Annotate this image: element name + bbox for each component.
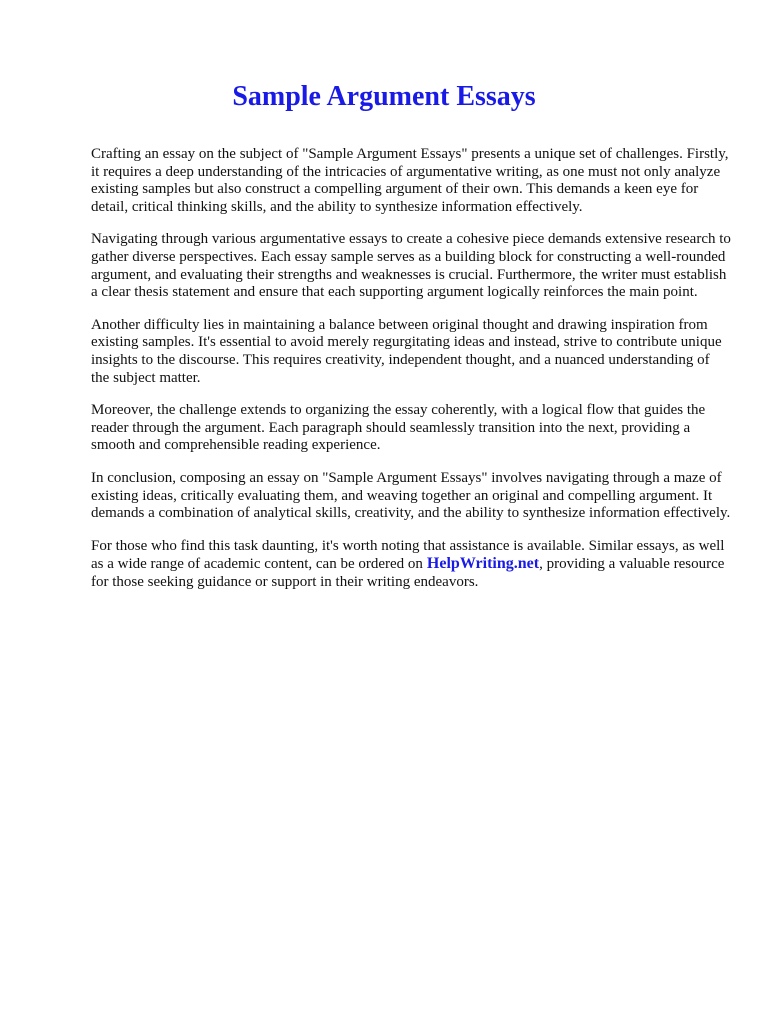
assistance-text-before-link: For those who find this task daunting, it's worth noting that assistance is available. Similar essays, as well as a wide range of academic content, can be ordered on: [91, 537, 725, 573]
paragraph-intro: Crafting an essay on the subject of "Sample Argument Essays" presents a unique set of challenges. Firstly, it requires a deep understanding of the intricacies of argumentative writing, as one must not only analyze existing samples but also construct a compelling argument of their own. This demands a keen eye for detail, critical thinking skills, and the ability to synthesize information effectively.: [91, 146, 729, 215]
essay-body: [91, 146, 731, 606]
paragraph-organization: Moreover, the challenge extends to organizing the essay coherently, with a logical flow that guides the reader through the argument. Each paragraph should seamlessly transition into the next, providing a smooth and comprehensible reading experience.: [91, 402, 706, 454]
helpwriting-link[interactable]: HelpWriting.net: [426, 555, 540, 573]
paragraph-research: Navigating through various argumentative essays to create a cohesive piece demands extensive research to gather diverse perspectives. Each essay sample serves as a building block for constructing a well-rounded argument, and evaluating their strengths and weaknesses is crucial. Furthermore, the writer must establish a clear thesis statement and ensure that each supporting argument logically reinforces the main point.: [91, 231, 731, 301]
paragraph-conclusion: In conclusion, composing an essay on "Sample Argument Essays" involves navigating through a maze of existing ideas, critically evaluating them, and weaving together an original and compelling argument. It demands a combination of analytical skills, creativity, and the ability to synthesize information effectively.: [91, 469, 731, 522]
page-title: Sample Argument Essays: [232, 81, 536, 112]
assistance-text-after-link: , providing a valuable resource for those seeking guidance or support in their writing endeavors.: [91, 556, 725, 590]
paragraph-originality: Another difficulty lies in maintaining a balance between original thought and drawing inspiration from existing samples. It's essential to avoid merely regurgitating ideas and instead, strive to contribute unique insights to the discourse. This requires creativity, independent thought, and a nuanced understanding of the subject matter.: [91, 316, 722, 386]
paragraph-assistance: [91, 538, 731, 592]
